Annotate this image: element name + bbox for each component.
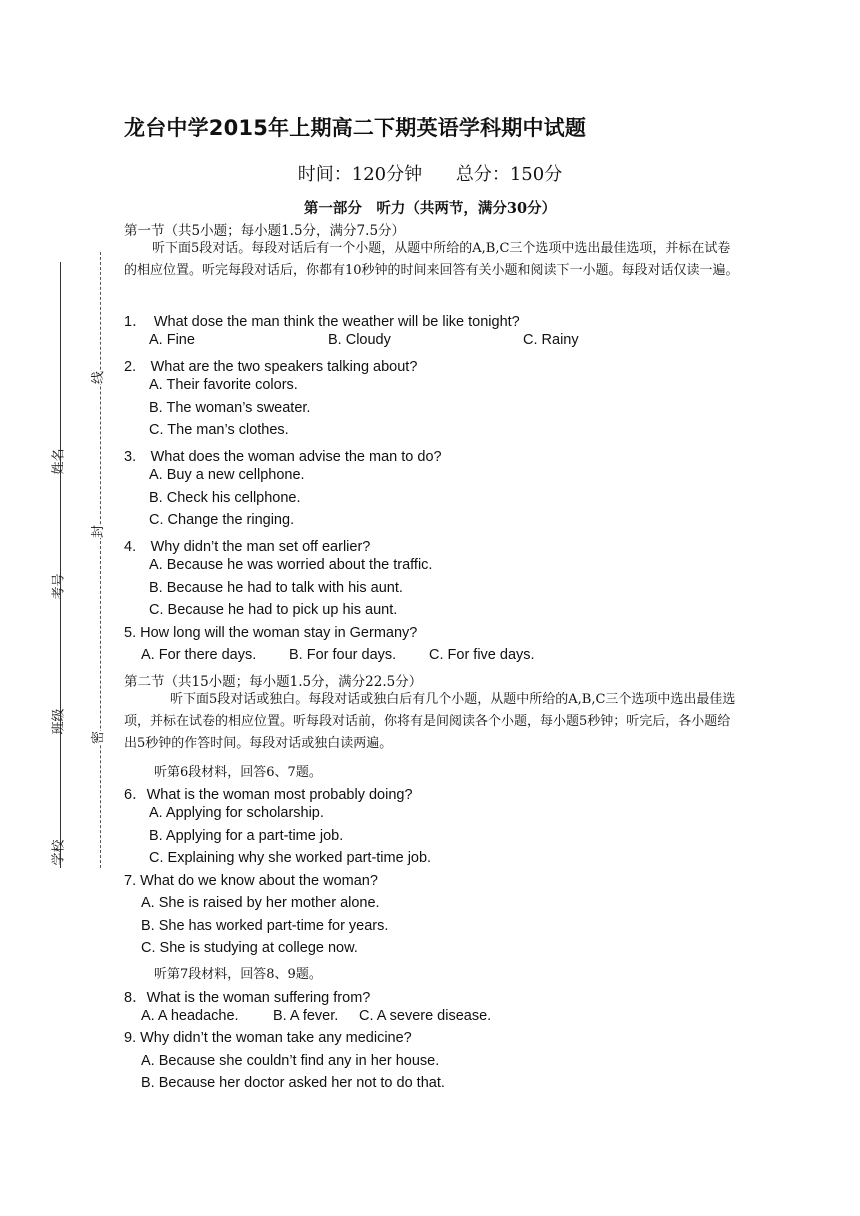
section2-instructions-text: 听下面5段对话或独白。每段对话或独白后有几个小题，从题中所给的A,B,C三个选项中选出最佳选项，并标在试卷的相应位置。听每段对话前，你将有是间阅读各个小题，每小题5秒钟；听完后，各小题给出5秒钟的作答时间。每段对话或独白读两遍。 bbox=[124, 692, 736, 751]
question-7-stem: 7. What do we know about the woman? bbox=[124, 873, 378, 889]
part-heading: 第一部分 听力（共两节，满分30分） bbox=[303, 200, 557, 217]
question-1-option-c: C. Rainy bbox=[523, 332, 579, 348]
question-3-stem: 3. What does the woman advise the man to do? bbox=[124, 449, 442, 465]
question-9-option-b: B. Because her doctor asked her not to do that. bbox=[141, 1075, 445, 1091]
section1-heading: 第一节（共5小题；每小题1.5分，满分7.5分） bbox=[124, 223, 406, 239]
question-8-option-b: B. A fever. bbox=[273, 1008, 339, 1024]
question-5-option-b: B. For four days. bbox=[289, 647, 397, 663]
name-field-label: 姓名 bbox=[51, 448, 67, 475]
question-3-option-a: A. Buy a new cellphone. bbox=[149, 467, 305, 483]
seal-mark-line: 线 bbox=[85, 371, 108, 384]
question-1-option-a: A. Fine bbox=[149, 332, 195, 348]
question-8-stem: 8．What is the woman suffering from? bbox=[124, 990, 371, 1006]
exam-total-score: 总分：150分 bbox=[455, 164, 563, 185]
question-9-option-a: A. Because she couldn’t find any in her house. bbox=[141, 1053, 440, 1069]
question-3-option-c: C. Change the ringing. bbox=[149, 512, 295, 528]
school-field-label: 学校 bbox=[51, 839, 67, 866]
class-field-label: 班级 bbox=[51, 708, 67, 735]
binding-dashed-line bbox=[100, 252, 101, 868]
question-2-option-c: C. The man’s clothes. bbox=[149, 422, 289, 438]
seal-mark-secret: 密 bbox=[85, 731, 108, 744]
section2-heading: 第二节（共15小题；每小题1.5分，满分22.5分） bbox=[124, 674, 423, 690]
question-6-option-b: B. Applying for a part-time job. bbox=[149, 828, 344, 844]
question-2-stem: 2. What are the two speakers talking about? bbox=[124, 359, 418, 375]
question-6-stem: 6．What is the woman most probably doing? bbox=[124, 787, 413, 803]
question-4-stem: 4. Why didn’t the man set off earlier? bbox=[124, 539, 371, 555]
question-5-stem: 5. How long will the woman stay in Germany? bbox=[124, 625, 418, 641]
question-6-option-c: C. Explaining why she worked part-time job. bbox=[149, 850, 432, 866]
question-1-stem: 1． What dose the man think the weather will be like tonight? bbox=[124, 314, 520, 330]
question-8-option-c: C. A severe disease. bbox=[359, 1008, 492, 1024]
question-4-option-c: C. Because he had to pick up his aunt. bbox=[149, 602, 398, 618]
binding-line bbox=[60, 262, 61, 868]
section1-instructions-text: 听下面5段对话。每段对话后有一个小题，从题中所给的A,B,C三个选项中选出最佳选项，并标在试卷的相应位置。听完每段对话后，你都有10秒钟的时间来回答有关小题和阅读下一小题。每段对话仅读一遍。 bbox=[124, 241, 739, 278]
question-7-option-b: B. She has worked part-time for years. bbox=[141, 918, 389, 934]
exam-title: 龙台中学2015年上期高二下期英语学科期中试题 bbox=[124, 116, 587, 140]
seal-mark-seal: 封 bbox=[85, 525, 108, 538]
section1-instructions bbox=[124, 238, 740, 282]
question-4-option-a: A. Because he was worried about the traffic. bbox=[149, 557, 433, 573]
question-1-option-b: B. Cloudy bbox=[328, 332, 391, 348]
section2-note-7: 听第7段材料，回答8、9题。 bbox=[154, 967, 322, 982]
question-7-option-c: C. She is studying at college now. bbox=[141, 940, 358, 956]
question-3-option-b: B. Check his cellphone. bbox=[149, 490, 301, 506]
section2-instructions bbox=[124, 689, 740, 755]
exam-number-field-label: 考号 bbox=[51, 573, 67, 600]
question-2-option-a: A. Their favorite colors. bbox=[149, 377, 298, 393]
question-9-stem: 9. Why didn’t the woman take any medicine? bbox=[124, 1030, 412, 1046]
exam-meta bbox=[0, 160, 860, 186]
exam-time: 时间：120分钟 bbox=[297, 164, 423, 185]
question-4-option-b: B. Because he had to talk with his aunt. bbox=[149, 580, 403, 596]
question-5-option-c: C. For five days. bbox=[429, 647, 535, 663]
question-7-option-a: A. She is raised by her mother alone. bbox=[141, 895, 380, 911]
question-5-option-a: A. For there days. bbox=[141, 647, 257, 663]
question-8-option-a: A. A headache. bbox=[141, 1008, 239, 1024]
question-6-option-a: A. Applying for scholarship. bbox=[149, 805, 324, 821]
section2-note-6: 听第6段材料，回答6、7题。 bbox=[154, 765, 322, 780]
question-2-option-b: B. The woman’s sweater. bbox=[149, 400, 311, 416]
